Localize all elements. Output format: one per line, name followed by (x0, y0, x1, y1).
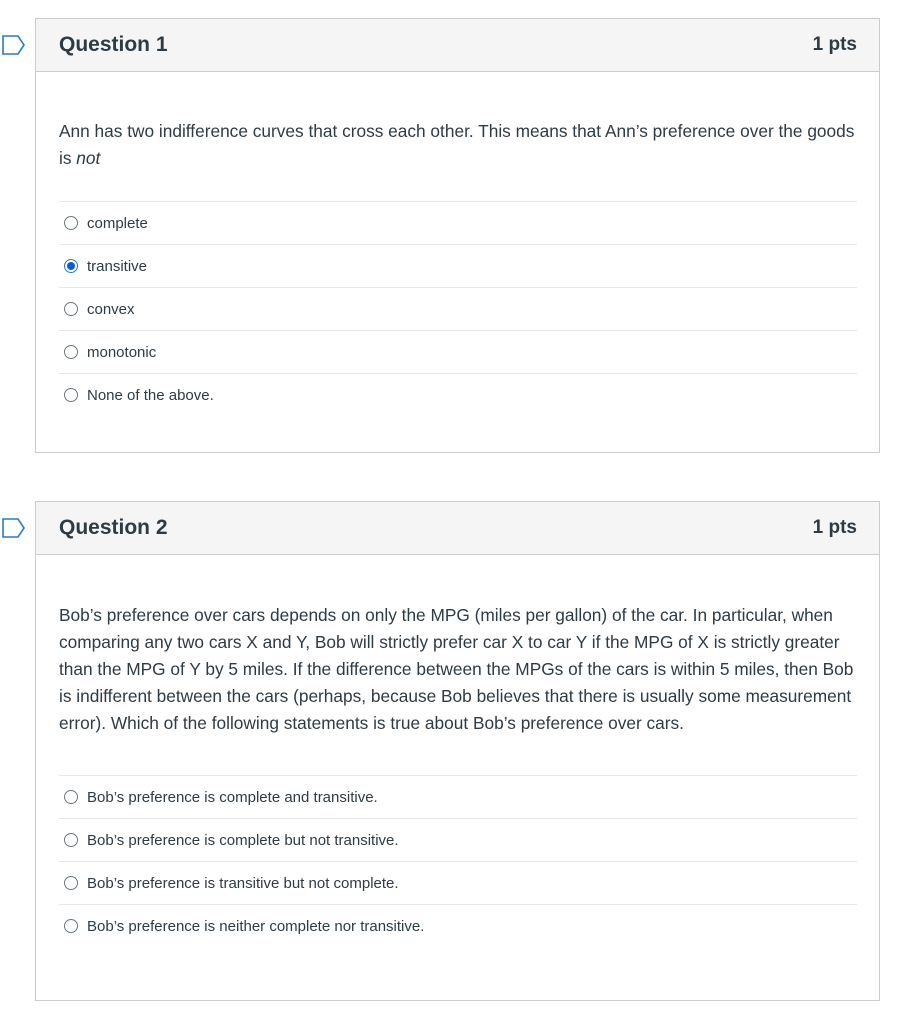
answer-list (59, 775, 857, 947)
answer-list (59, 201, 857, 416)
question-header (36, 502, 879, 555)
radio-button[interactable] (64, 216, 78, 230)
question-title: Question 1 (59, 33, 168, 56)
question-body (36, 555, 879, 947)
radio-button[interactable] (64, 345, 78, 359)
answer-option[interactable] (59, 201, 857, 244)
question-text-emphasis: not (76, 148, 101, 168)
radio-button[interactable] (64, 876, 78, 890)
answer-option[interactable] (59, 904, 857, 947)
flag-icon[interactable] (2, 35, 26, 55)
question-1 (35, 18, 880, 453)
radio-button-selected[interactable] (64, 259, 78, 273)
answer-label: Bob’s preference is neither complete nor transitive. (87, 917, 425, 935)
question-points: 1 pts (812, 34, 857, 55)
answer-label: complete (87, 214, 148, 232)
answer-label: convex (87, 300, 135, 318)
radio-button[interactable] (64, 388, 78, 402)
answer-option[interactable] (59, 330, 857, 373)
radio-button[interactable] (64, 302, 78, 316)
question-header (36, 19, 879, 72)
answer-option[interactable] (59, 373, 857, 416)
answer-label: monotonic (87, 343, 157, 361)
question-2 (35, 501, 880, 1001)
question-text: Bob’s preference over cars depends on only the MPG (miles per gallon) of the car. In particular, when comparing any two cars X and Y, Bob will strictly prefer car X to car Y if the MPG of X is strictly greater than the MPG of Y by 5 miles. If the difference between the MPGs of the cars is within 5 miles, then Bob is indifferent between the cars (perhaps, because Bob believes that there is usually some measurement error). Which of the following statements is true about Bob’s preference over cars. (59, 605, 854, 733)
radio-button[interactable] (64, 919, 78, 933)
question-title: Question 2 (59, 516, 168, 539)
flag-icon[interactable] (2, 518, 26, 538)
answer-option[interactable] (59, 775, 857, 818)
question-text (59, 72, 857, 172)
question-text-main: Ann has two indifference curves that cross each other. This means that Ann’s preference over the goods is (59, 121, 855, 168)
answer-option[interactable] (59, 244, 857, 287)
answer-option[interactable] (59, 861, 857, 904)
question-body (36, 72, 879, 416)
answer-label: transitive (87, 257, 148, 275)
answer-option[interactable] (59, 818, 857, 861)
question-points: 1 pts (812, 517, 857, 538)
answer-label: None of the above. (87, 386, 214, 404)
answer-label: Bob’s preference is complete but not transitive. (87, 831, 399, 849)
radio-button[interactable] (64, 790, 78, 804)
answer-label: Bob’s preference is complete and transitive. (87, 788, 378, 806)
radio-button[interactable] (64, 833, 78, 847)
answer-label: Bob’s preference is transitive but not complete. (87, 874, 399, 892)
answer-option[interactable] (59, 287, 857, 330)
